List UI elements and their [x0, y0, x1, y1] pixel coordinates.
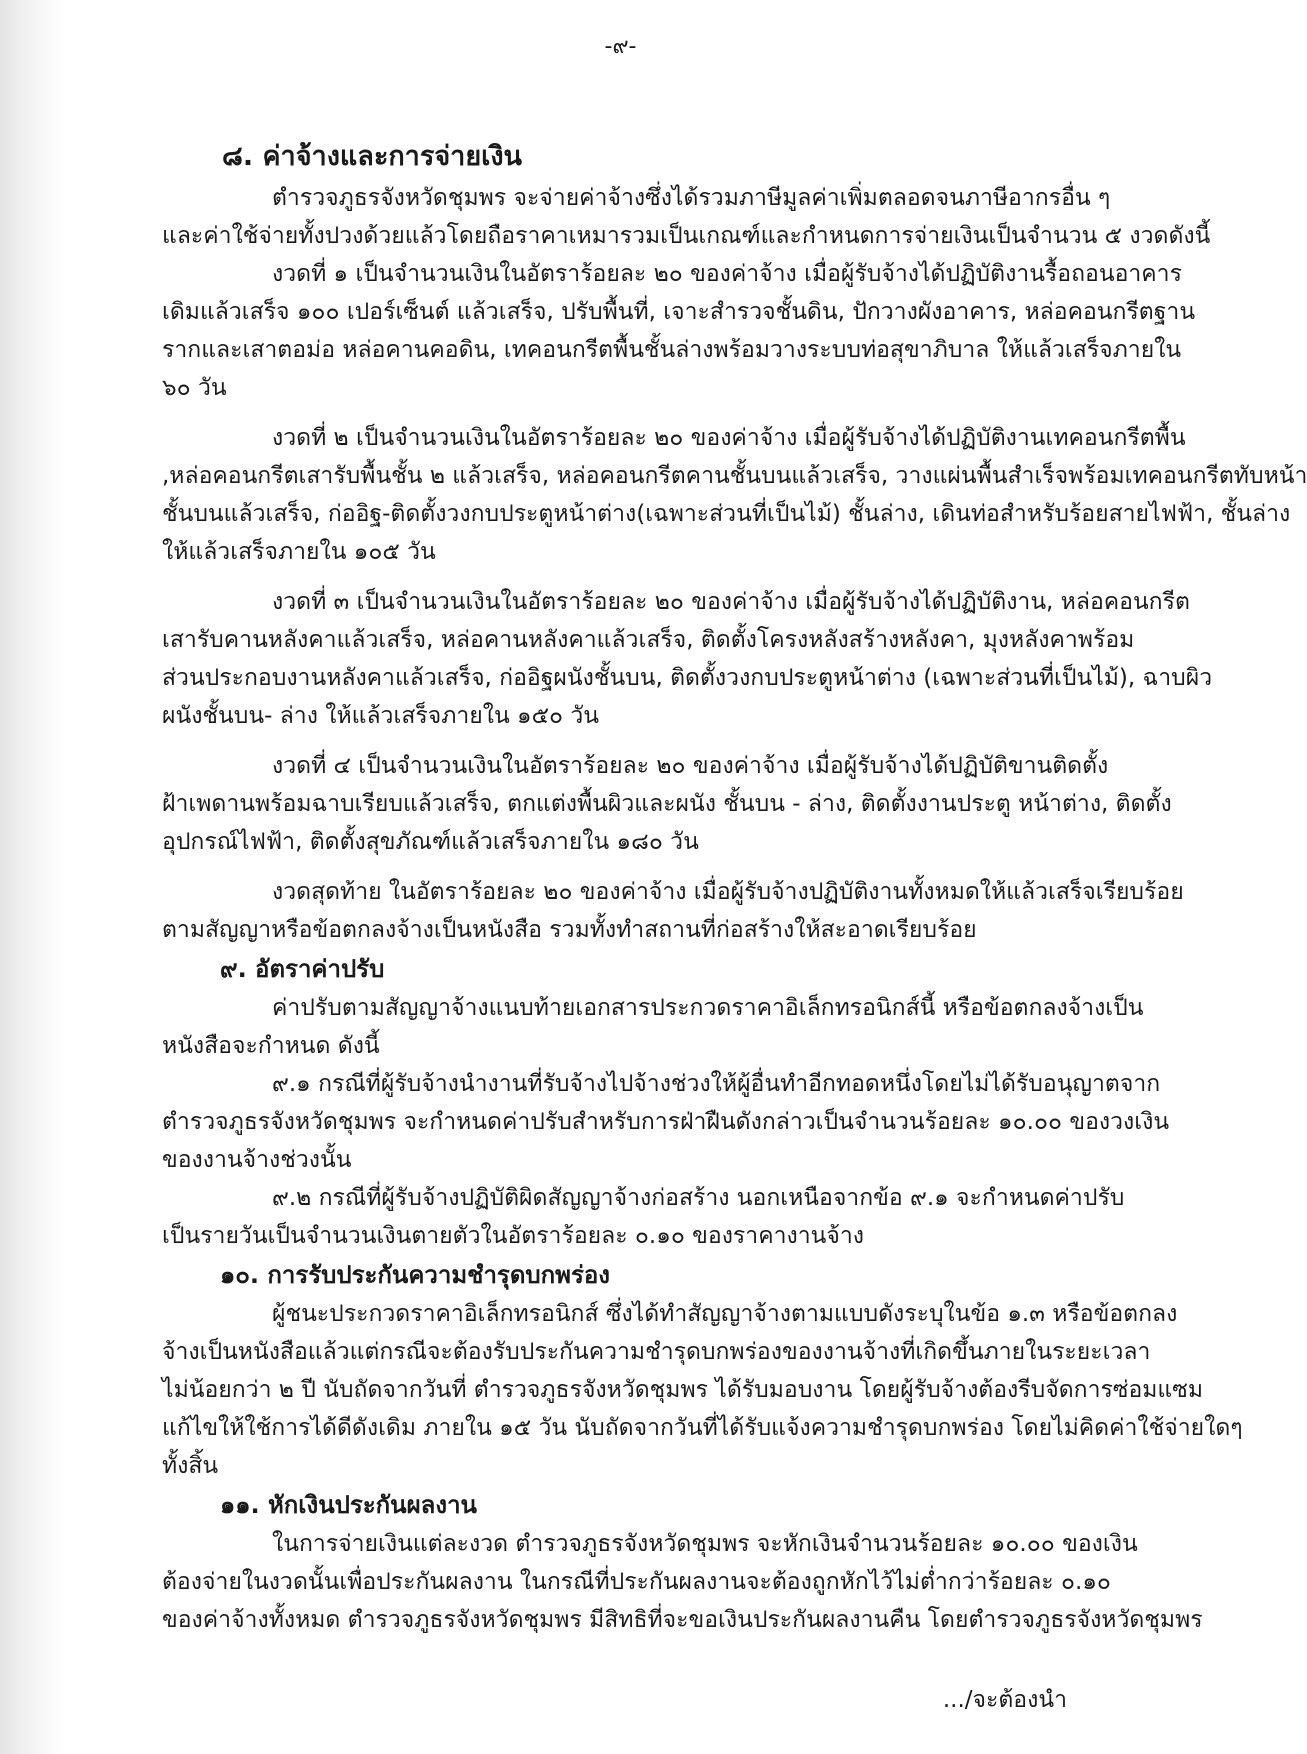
text-line: ตำรวจภูธรจังหวัดชุมพร จะจ่ายค่าจ้างซึ่งได้รวมภาษีมูลค่าเพิ่มตลอดจนภาษีอากรอื่น ๆ — [272, 185, 1111, 211]
text-line: เป็นรายวันเป็นจำนวนเงินตายตัวในอัตราร้อยละ ๐.๑๐ ของราคางานจ้าง — [162, 1223, 864, 1249]
paragraph — [162, 255, 1196, 407]
text-line: ให้แล้วเสร็จภายใน ๑๐๕ วัน — [162, 539, 436, 565]
paragraph — [162, 583, 1213, 735]
continuation-note: .../จะต้องนำ — [942, 1687, 1067, 1713]
page-number: -๙- — [604, 34, 637, 59]
text-line: ชั้นบนแล้วเสร็จ, ก่ออิฐ-ติดตั้งวงกบประตูหน้าต่าง(เฉพาะส่วนที่เป็นไม้) ชั้นล่าง, เดินท่อสำหรับร้อยสายไฟฟ้า, ชั้นล่าง — [162, 501, 1291, 527]
section-heading: ๑๑. หักเงินประกันผลงาน — [220, 1491, 477, 1519]
section-heading: ๙. อัตราค่าปรับ — [220, 955, 385, 983]
text-line: ,หล่อคอนกรีตเสารับพื้นชั้น ๒ แล้วเสร็จ, หล่อคอนกรีตคานชั้นบนแล้วเสร็จ, วางแผ่นพื้นสำเร็จพร้อมเทคอนกรีตทับหน้า — [162, 463, 1307, 489]
text-line: ในการจ่ายเงินแต่ละงวด ตำรวจภูธรจังหวัดชุมพร จะหักเงินจำนวนร้อยละ ๑๐.๐๐ ของเงิน — [272, 1531, 1138, 1557]
text-line: ไม่น้อยกว่า ๒ ปี นับถัดจากวันที่ ตำรวจภูธรจังหวัดชุมพร ได้รับมอบงาน โดยผู้รับจ้างต้องรีบจัดการซ่อมแซม — [162, 1377, 1204, 1403]
paragraph — [162, 1295, 1243, 1485]
text-line: ส่วนประกอบงานหลังคาแล้วเสร็จ, ก่ออิฐผนังชั้นบน, ติดตั้งวงกบประตูหน้าต่าง (เฉพาะส่วนที่เป็นไม้), ฉาบผิว — [162, 665, 1213, 691]
text-line: ค่าปรับตามสัญญาจ้างแนบท้ายเอกสารประกวดราคาอิเล็กทรอนิกส์นี้ หรือข้อตกลงจ้างเป็น — [272, 995, 1144, 1021]
text-line: ของงานจ้างช่วงนั้น — [162, 1147, 352, 1173]
paragraph — [162, 1525, 1203, 1639]
text-line: ตามสัญญาหรือข้อตกลงจ้างเป็นหนังสือ รวมทั้งทำสถานที่ก่อสร้างให้สะอาดเรียบร้อย — [162, 917, 977, 943]
paragraph — [162, 873, 1184, 949]
section-heading: ๘. ค่าจ้างและการจ่ายเงิน — [222, 141, 523, 172]
document-body — [162, 135, 1307, 1639]
text-line: ๙.๑ กรณีที่ผู้รับจ้างนำงานที่รับจ้างไปจ้างช่วงให้ผู้อื่นทำอีกทอดหนึ่งโดยไม่ได้รับอนุญาตจาก — [272, 1071, 1161, 1097]
paragraph — [162, 419, 1307, 571]
paragraph-gap — [162, 407, 1080, 419]
paragraph-gap — [162, 735, 1080, 747]
text-line: ต้องจ่ายในงวดนั้นเพื่อประกันผลงาน ในกรณีที่ประกันผลงานจะต้องถูกหักไว้ไม่ต่ำกว่าร้อยละ ๐.๑๐ — [162, 1569, 1111, 1595]
paragraph-gap — [162, 571, 1080, 583]
text-line: ๖๐ วัน — [162, 375, 227, 401]
paragraph-gap — [162, 861, 1080, 873]
scan-page-edge — [0, 0, 66, 1754]
paragraph — [162, 179, 1211, 255]
text-line: ทั้งสิ้น — [162, 1453, 219, 1479]
text-line: ๙.๒ กรณีที่ผู้รับจ้างปฏิบัติผิดสัญญาจ้างก่อสร้าง นอกเหนือจากข้อ ๙.๑ จะกำหนดค่าปรับ — [272, 1185, 1125, 1211]
text-line: งวดที่ ๔ เป็นจำนวนเงินในอัตราร้อยละ ๒๐ ของค่าจ้าง เมื่อผู้รับจ้างได้ปฏิบัติขานติดตั้ง — [272, 753, 1109, 779]
text-line: หนังสือจะกำหนด ดังนี้ — [162, 1033, 380, 1059]
paragraph — [162, 1065, 1170, 1179]
text-line: และค่าใช้จ่ายทั้งปวงด้วยแล้วโดยถือราคาเหมารวมเป็นเกณฑ์และกำหนดการจ่ายเงินเป็นจำนวน ๕ งวดดังนี้ — [162, 223, 1211, 249]
paragraph — [162, 989, 1144, 1065]
text-line: งวดที่ ๑ เป็นจำนวนเงินในอัตราร้อยละ ๒๐ ของค่าจ้าง เมื่อผู้รับจ้างได้ปฏิบัติงานรื้อถอนอาคาร — [272, 261, 1182, 287]
section-heading: ๑๐. การรับประกันความชำรุดบกพร่อง — [220, 1261, 611, 1289]
text-line: ผู้ชนะประกวดราคาอิเล็กทรอนิกส์ ซึ่งได้ทำสัญญาจ้างตามแบบดังระบุในข้อ ๑.๓ หรือข้อตกลง — [272, 1301, 1178, 1327]
paragraph — [162, 747, 1172, 861]
text-line: อุปกรณ์ไฟฟ้า, ติดตั้งสุขภัณฑ์แล้วเสร็จภายใน ๑๘๐ วัน — [162, 829, 699, 855]
text-line: งวดที่ ๒ เป็นจำนวนเงินในอัตราร้อยละ ๒๐ ของค่าจ้าง เมื่อผู้รับจ้างได้ปฏิบัติงานเทคอนกรีตพื้น — [272, 425, 1186, 451]
text-line: รากและเสาตอม่อ หล่อคานคอดิน, เทคอนกรีตพื้นชั้นล่างพร้อมวางระบบท่อสุขาภิบาล ให้แล้วเสร็จภายใน — [162, 337, 1182, 363]
text-line: แก้ไขให้ใช้การได้ดีดังเดิม ภายใน ๑๕ วัน นับถัดจากวันที่ได้รับแจ้งความชำรุดบกพร่อง โดยไม่คิดค่าใช้จ่ายใดๆ — [162, 1415, 1243, 1441]
text-line: จ้างเป็นหนังสือแล้วแต่กรณีจะต้องรับประกันความชำรุดบกพร่องของงานจ้างที่เกิดขึ้นภายในระยะเวลา — [162, 1339, 1151, 1365]
text-line: เสารับคานหลังคาแล้วเสร็จ, หล่อคานหลังคาแล้วเสร็จ, ติดตั้งโครงหลังสร้างหลังคา, มุงหลังคาพร้อม — [162, 627, 1135, 653]
text-line: งวดที่ ๓ เป็นจำนวนเงินในอัตราร้อยละ ๒๐ ของค่าจ้าง เมื่อผู้รับจ้างได้ปฏิบัติงาน, หล่อคอนกรีต — [272, 589, 1190, 615]
text-line: งวดสุดท้าย ในอัตราร้อยละ ๒๐ ของค่าจ้าง เมื่อผู้รับจ้างปฏิบัติงานทั้งหมดให้แล้วเสร็จเรียบร้อย — [272, 879, 1184, 905]
paragraph — [162, 1179, 1125, 1255]
text-line: ของค่าจ้างทั้งหมด ตำรวจภูธรจังหวัดชุมพร มีสิทธิที่จะขอเงินประกันผลงานคืน โดยตำรวจภูธรจังหวัดชุมพร — [162, 1607, 1203, 1633]
text-line: เดิมแล้วเสร็จ ๑๐๐ เปอร์เซ็นต์ แล้วเสร็จ, ปรับพื้นที่, เจาะสำรวจชั้นดิน, ปักวางผังอาคาร, หล่อคอนกรีตฐาน — [162, 299, 1196, 325]
text-line: ฝ้าเพดานพร้อมฉาบเรียบแล้วเสร็จ, ตกแต่งพื้นผิวและผนัง ชั้นบน - ล่าง, ติดตั้งงานประตู หน้าต่าง, ติดตั้ง — [162, 791, 1172, 817]
text-line: ผนังชั้นบน- ล่าง ให้แล้วเสร็จภายใน ๑๕๐ วัน — [162, 703, 600, 729]
text-line: ตำรวจภูธรจังหวัดชุมพร จะกำหนดค่าปรับสำหรับการฝ่าฝืนดังกล่าวเป็นจำนวนร้อยละ ๑๐.๐๐ ของวงเงิน — [162, 1109, 1170, 1135]
